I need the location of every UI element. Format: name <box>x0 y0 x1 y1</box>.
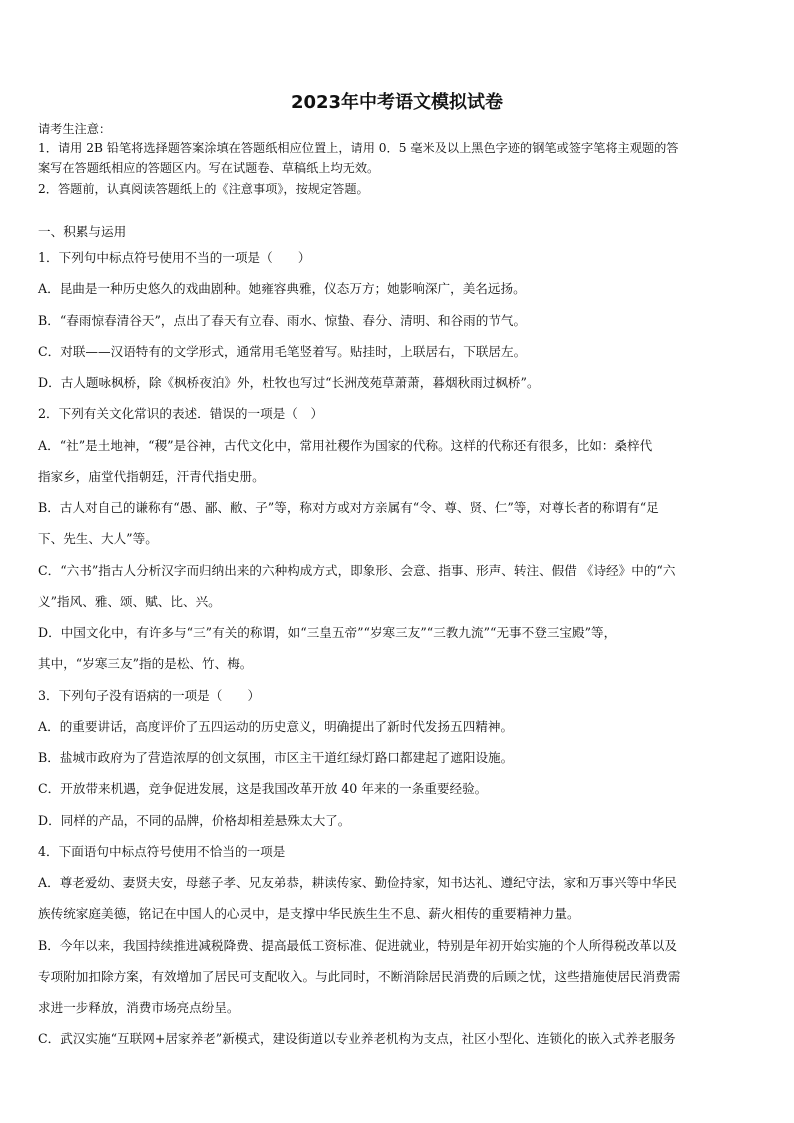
notice-heading: 请考生注意： <box>38 122 112 136</box>
question-line: 其中，“岁寒三友”指的是松、竹、梅。 <box>38 656 253 671</box>
question-line: D．中国文化中，有许多与“三”有关的称谓，如“三皇五帝”“岁寒三友”“三教九流”“无事不登三宝殿”等， <box>38 625 617 640</box>
question-line: A．尊老爱幼、妻贤夫安，母慈子孝、兄友弟恭，耕读传家、勤俭持家，知书达礼、遵纪守法，家和万事兴等中华民 <box>38 875 677 890</box>
question-line: D．古人题咏枫桥，除《枫桥夜泊》外，杜牧也写过“长洲茂苑草萧萧，暮烟秋雨过枫桥”。 <box>38 375 540 390</box>
question-line: 1．下列句中标点符号使用不当的一项是（ ） <box>38 250 311 265</box>
question-line: 专项附加扣除方案，有效增加了居民可支配收入。与此同时，不断消除居民消费的后顾之忧，这些措施使居民消费需 <box>38 969 681 984</box>
question-line: 4．下面语句中标点符号使用不恰当的一项是 <box>38 844 286 859</box>
question-line: C．“六书”指古人分析汉字而归纳出来的六种构成方式，即象形、会意、指事、形声、转注、假借 《诗经》中的“六 <box>38 563 676 578</box>
question-line: C．对联——汉语特有的文学形式，通常用毛笔竖着写。贴挂时，上联居右，下联居左。 <box>38 344 527 359</box>
question-line: C．开放带来机遇，竞争促进发展，这是我国改革开放 40 年来的一条重要经验。 <box>38 781 488 796</box>
question-line: A．的重要讲话，高度评价了五四运动的历史意义，明确提出了新时代发扬五四精神。 <box>38 719 514 734</box>
notice-line: 1．请用 2B 铅笔将选择题答案涂填在答题纸相应位置上，请用 0．5 毫米及以上黑色字迹的钢笔或签字笔将主观题的答 <box>38 141 679 155</box>
question-line: B．古人对自己的谦称有“愚、鄙、敝、子”等，称对方或对方亲属有“令、尊、贤、仁”等，对尊长者的称谓有“足 <box>38 500 659 515</box>
notice-line: 案写在答题纸相应的答题区内。写在试题卷、草稿纸上均无效。 <box>38 161 380 175</box>
question-line: 指家乡，庙堂代指朝廷，汗青代指史册。 <box>38 469 265 484</box>
question-line: C．武汉实施“互联网+居家养老”新模式，建设街道以专业养老机构为支点，社区小型化、连锁化的嵌入式养老服务 <box>38 1031 676 1046</box>
question-line: A．“社”是土地神，“稷”是谷神，古代文化中，常用社稷作为国家的代称。这样的代称还有很多，比如：桑梓代 <box>38 438 653 453</box>
question-line: 2．下列有关文化常识的表述．错误的一项是（ ） <box>38 406 324 421</box>
question-line: 族传统家庭美德，铭记在中国人的心灵中，是支撑中华民族生生不息、薪火相传的重要精神力量。 <box>38 906 580 921</box>
notice-line: 2．答题前，认真阅读答题纸上的《注意事项》，按规定答题。 <box>38 182 369 196</box>
question-line: B．今年以来，我国持续推进减税降费、提高最低工资标准、促进就业，特别是年初开始实施的个人所得税改革以及 <box>38 938 677 953</box>
question-line: 3．下列句子没有语病的一项是（ ） <box>38 688 261 703</box>
question-line: A．昆曲是一种历史悠久的戏曲剧种。她雍容典雅，仪态万方；她影响深广，美名远扬。 <box>38 281 526 296</box>
page-title: 2023年中考语文模拟试卷 <box>290 92 504 113</box>
question-line: D．同样的产品，不同的品牌，价格却相差悬殊太大了。 <box>38 813 351 828</box>
question-line: 义”指风、雅、颂、赋、比、兴。 <box>38 594 221 609</box>
section-heading: 一、积累与运用 <box>38 224 127 239</box>
question-line: 下、先生、大人”等。 <box>38 531 158 546</box>
question-line: B．“春雨惊春清谷天”，点出了春天有立春、雨水、惊蛰、春分、清明、和谷雨的节气。 <box>38 313 527 328</box>
question-line: 求进一步释放，消费市场亮点纷呈。 <box>38 1000 240 1015</box>
question-line: B．盐城市政府为了营造浓厚的创文氛围，市区主干道红绿灯路口都建起了遮阳设施。 <box>38 750 514 765</box>
